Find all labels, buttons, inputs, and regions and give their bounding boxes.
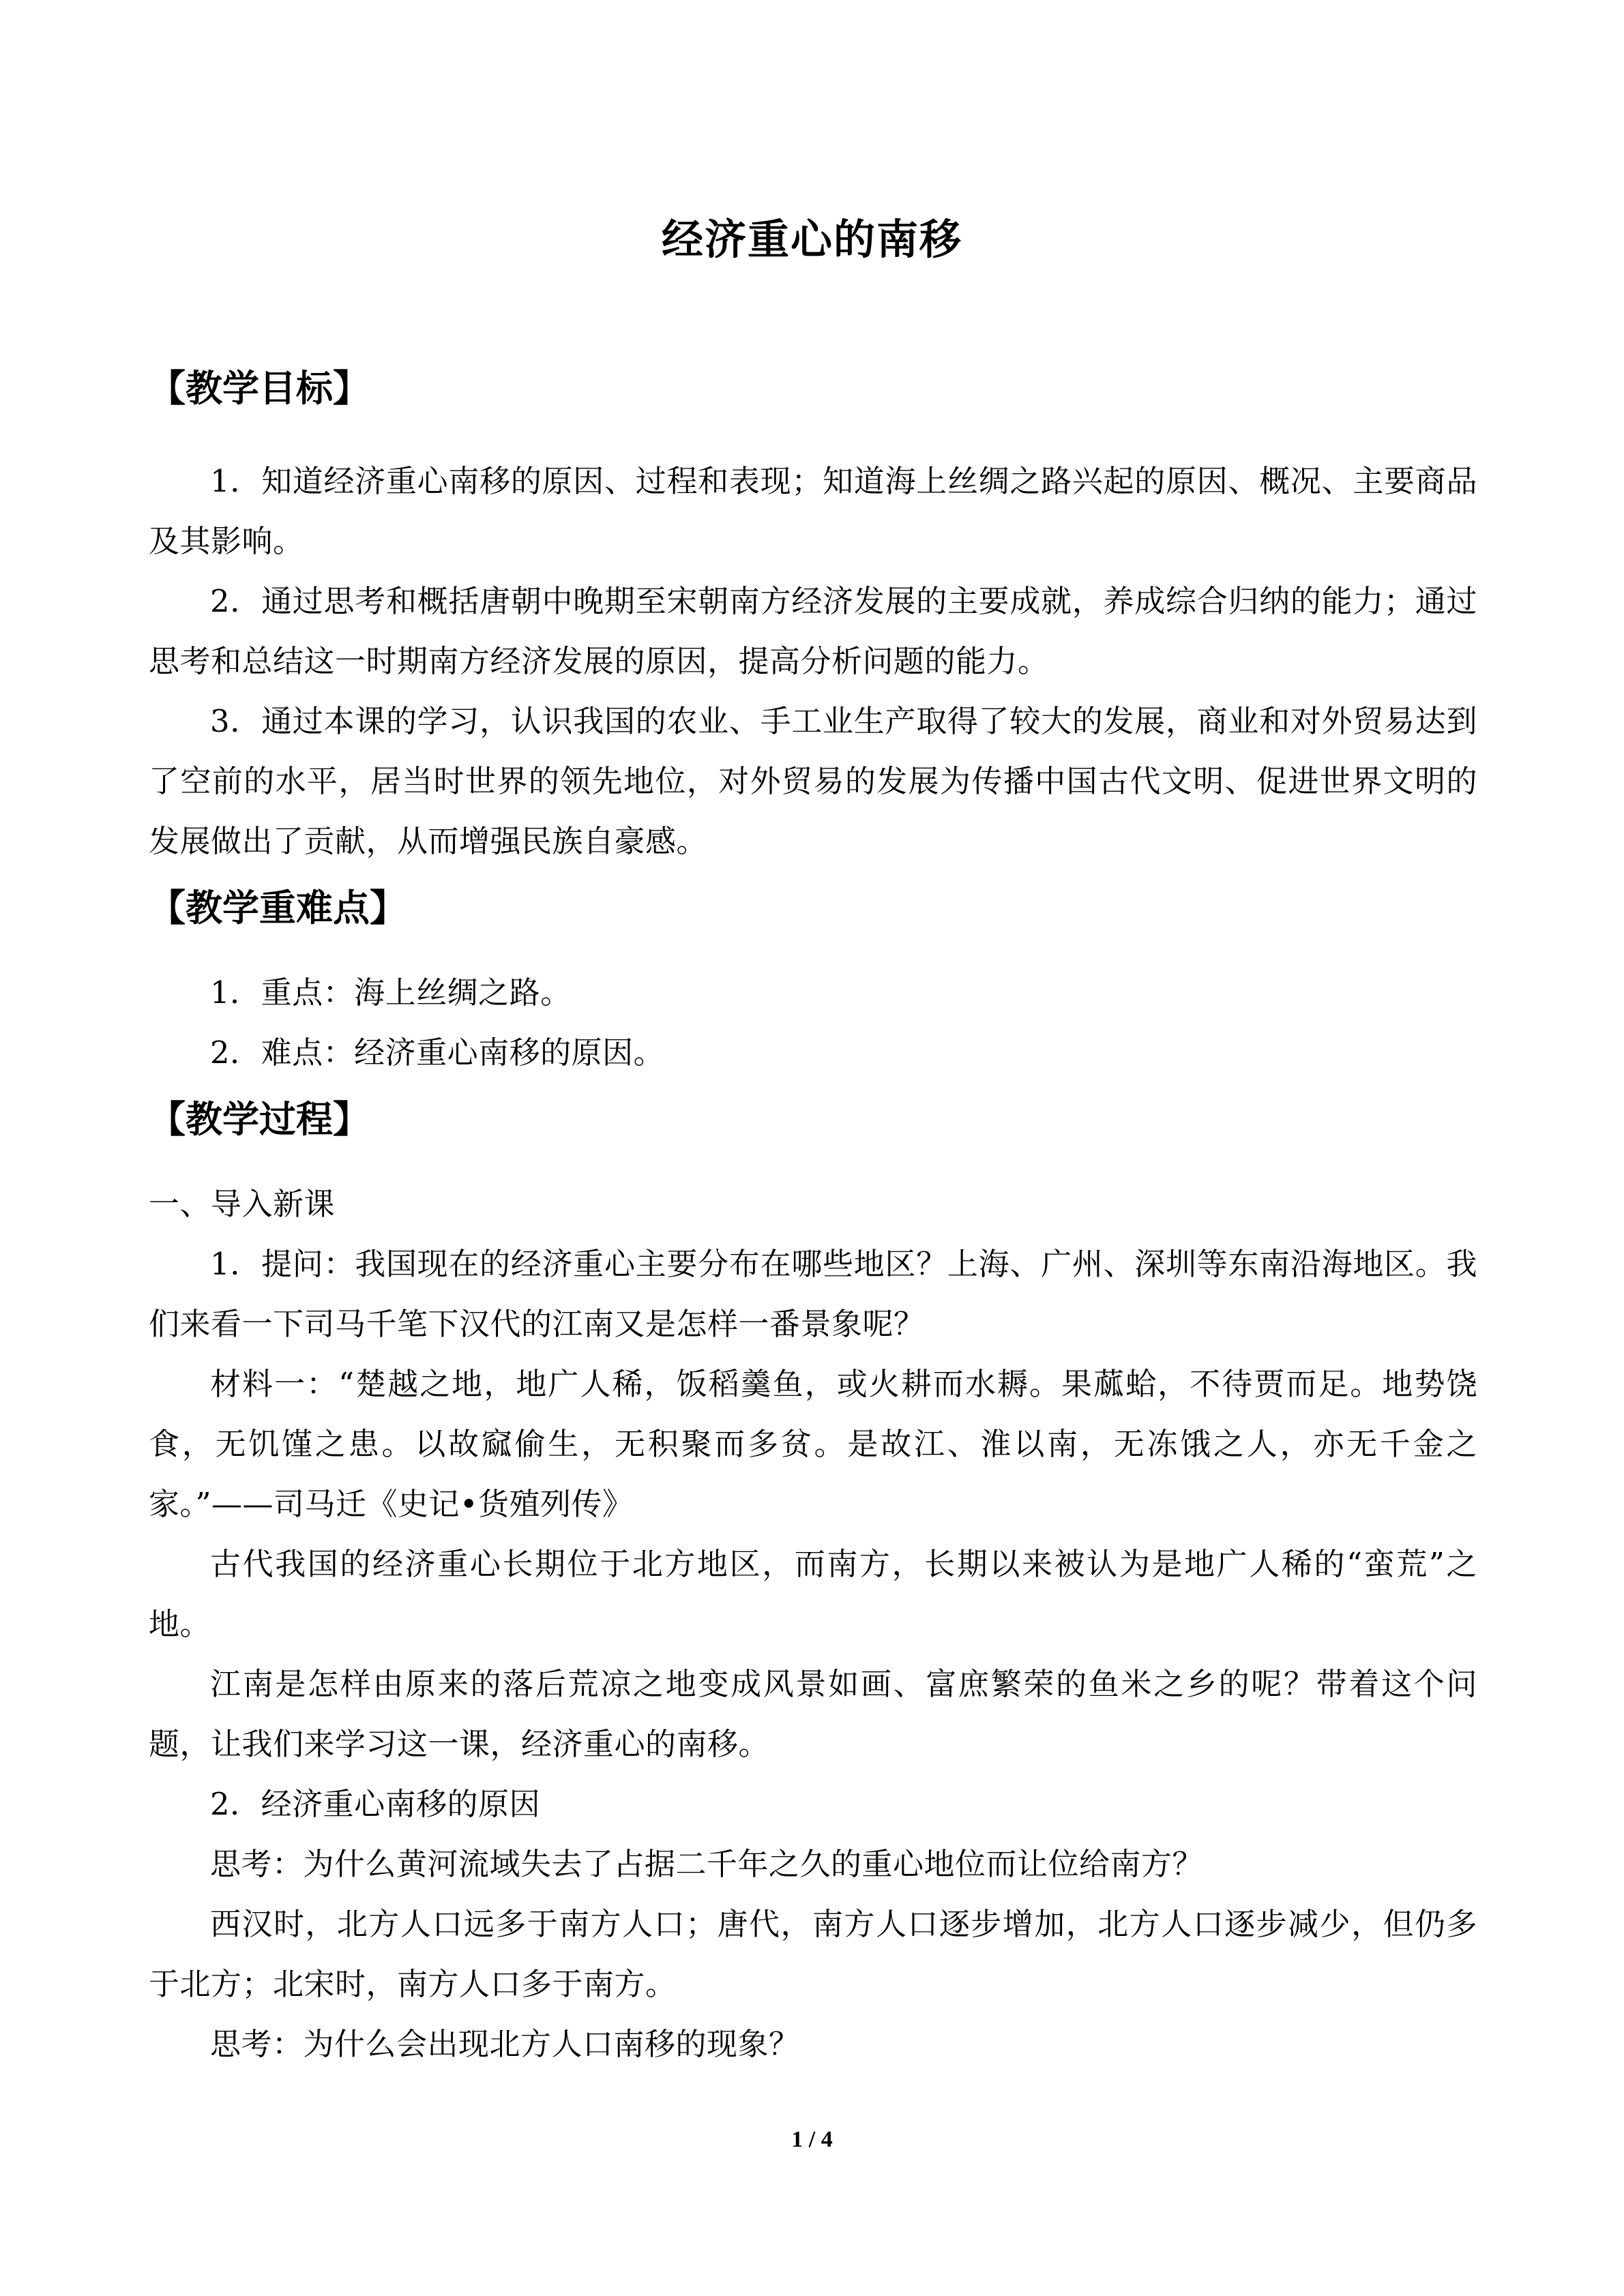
process-subheading: 一、导入新课 xyxy=(149,1186,336,1222)
key-point-item-2: 2．难点：经济重心南移的原因。 xyxy=(210,1034,665,1071)
process-paragraph-6: 思考：为什么黄河流域失去了占据二千年之久的重心地位而让位给南方？ xyxy=(210,1846,1204,1882)
process-paragraph-material: 材料一：“楚越之地，地广人稀，饭稻羹鱼，或火耕而水耨。果蓏蛤，不待贾而足。地势饶食，无饥馑之患。以故窳偷生，无积聚而多贫。是故江、淮以南，无冻饿之人，亦无千金之家。”——司马迁《史记•货殖列传》 xyxy=(149,1366,1477,1522)
page-number: 1 / 4 xyxy=(791,2127,833,2152)
objective-item-1: 1．知道经济重心南移的原因、过程和表现；知道海上丝绸之路兴起的原因、概况、主要商品及其影响。 xyxy=(149,463,1477,559)
document-title: 经济重心的南移 xyxy=(661,215,962,264)
section-heading-key-points: 【教学重难点】 xyxy=(149,886,407,929)
process-paragraph-8: 思考：为什么会出现北方人口南移的现象？ xyxy=(210,2026,800,2062)
process-paragraph-3: 古代我国的经济重心长期位于北方地区，而南方，长期以来被认为是地广人稀的“蛮荒”之地。 xyxy=(149,1546,1477,1642)
section-heading-objectives: 【教学目标】 xyxy=(149,367,370,410)
process-paragraph-7: 西汉时，北方人口远多于南方人口；唐代，南方人口逐步增加，北方人口逐步减少，但仍多于北方；北宋时，南方人口多于南方。 xyxy=(149,1906,1477,2002)
process-paragraph-5: 2．经济重心南移的原因 xyxy=(210,1786,541,1822)
objective-item-3: 3．通过本课的学习，认识我国的农业、手工业生产取得了较大的发展，商业和对外贸易达到了空前的水平，居当时世界的领先地位，对外贸易的发展为传播中国古代文明、促进世界文明的发展做出了贡献，从而增强民族自豪感。 xyxy=(149,703,1477,859)
process-paragraph-1: 1．提问：我国现在的经济重心主要分布在哪些地区？上海、广州、深圳等东南沿海地区。我们来看一下司马千笔下汉代的江南又是怎样一番景象呢？ xyxy=(149,1246,1477,1342)
objective-item-2: 2．通过思考和概括唐朝中晚期至宋朝南方经济发展的主要成就，养成综合归纳的能力；通过思考和总结这一时期南方经济发展的原因，提高分析问题的能力。 xyxy=(149,583,1477,679)
key-point-item-1: 1．重点：海上丝绸之路。 xyxy=(210,974,572,1011)
document-body xyxy=(149,361,1477,2074)
process-paragraph-4: 江南是怎样由原来的落后荒凉之地变成风景如画、富庶繁荣的鱼米之乡的呢？带着这个问题，让我们来学习这一课，经济重心的南移。 xyxy=(149,1666,1477,1762)
section-heading-process: 【教学过程】 xyxy=(149,1098,370,1141)
